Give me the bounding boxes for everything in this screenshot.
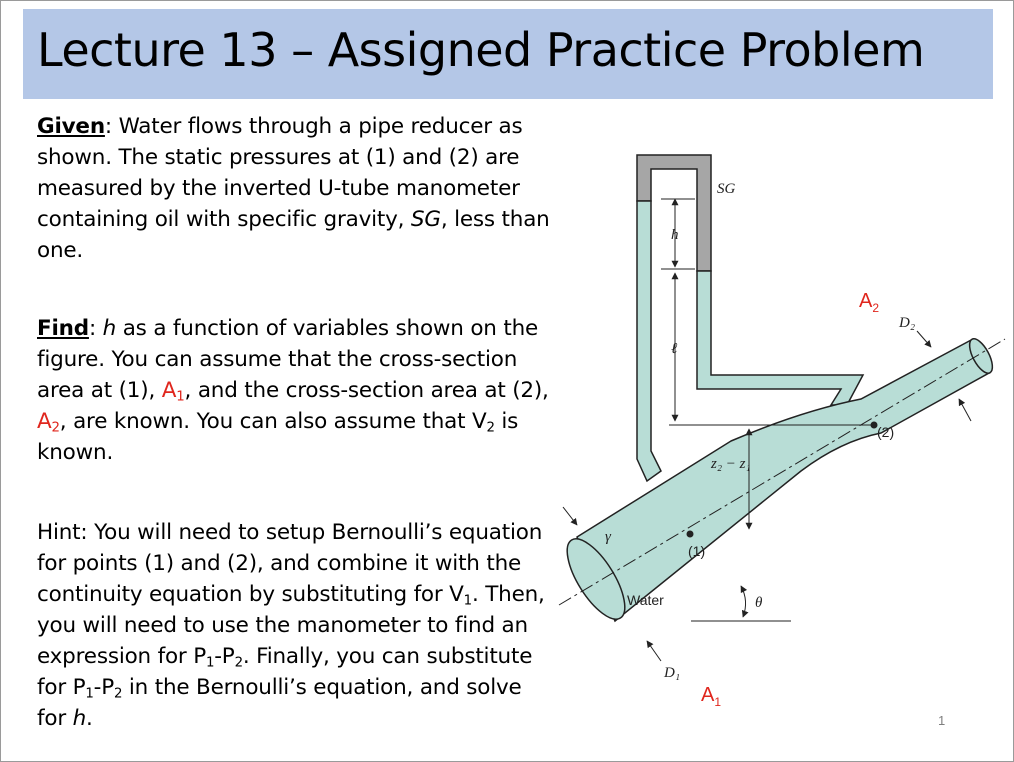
hint-dash-a: -P xyxy=(214,644,235,669)
a2-figure-label xyxy=(859,290,879,315)
find-a1 xyxy=(162,378,185,403)
d2-pointer-bottom xyxy=(959,399,971,421)
hint-text-4: in the Bernoulli’s equation, and solve for xyxy=(37,675,522,731)
z-diff-label: z₂ − z₁ xyxy=(711,456,751,472)
a2-figure-sub: 2 xyxy=(872,301,880,315)
d1-pointer-bottom xyxy=(647,641,661,661)
sg-label: SG xyxy=(717,181,736,197)
gamma-label: γ xyxy=(605,529,611,545)
find-v2-sub: 2 xyxy=(486,420,495,436)
find-label: Find xyxy=(37,316,89,341)
find-text-1: as a function of variables shown on the figure. You can assume that the cross-section area at (1), xyxy=(37,316,539,403)
point-2-label: (2) xyxy=(877,424,895,440)
hint-p1-sub-b: 1 xyxy=(85,686,94,702)
hint-h: h xyxy=(72,706,87,731)
a1-figure-label xyxy=(701,684,721,709)
find-text-2: , and the cross-section area at (2), xyxy=(184,378,549,403)
pipe-reducer-figure xyxy=(541,141,1011,721)
d1-label: D₁ xyxy=(664,665,681,681)
d2-pointer-top xyxy=(917,331,931,347)
hint-p2-sub-a: 2 xyxy=(234,655,243,671)
hint-text-3: . Finally, you can substitute for P xyxy=(37,644,533,700)
water-label: Water xyxy=(627,592,664,608)
find-a2-letter: A xyxy=(37,409,52,434)
h-label: h xyxy=(671,227,679,243)
hint-text-1: Hint: You will need to setup Bernoulli’s equation for points (1) and (2), and combine it with the continuity equation by substituting for V xyxy=(37,520,543,607)
page-title: Lecture 13 – Assigned Practice Problem xyxy=(37,23,925,77)
find-a2 xyxy=(37,409,60,434)
find-text-4: is known. xyxy=(37,409,519,465)
a2-figure-letter: A xyxy=(859,290,873,312)
point-1-label: (1) xyxy=(688,543,706,559)
point-1-marker xyxy=(687,531,694,538)
a1-figure-letter: A xyxy=(701,684,715,706)
a1-figure-sub: 1 xyxy=(714,695,722,709)
find-a1-letter: A xyxy=(161,378,177,403)
title-bar xyxy=(23,9,993,99)
find-paragraph xyxy=(37,313,557,468)
hint-p1-sub-a: 1 xyxy=(205,655,215,671)
hint-dash-b: -P xyxy=(93,675,114,700)
theta-arc xyxy=(741,586,746,617)
ell-label: ℓ xyxy=(671,341,678,357)
given-text-2: , less than one. xyxy=(37,207,550,263)
manometer-water-left-leg xyxy=(637,201,661,481)
theta-label: θ xyxy=(755,595,763,611)
given-label: Given xyxy=(37,114,105,139)
find-h: h xyxy=(102,316,117,341)
d1-pointer-top xyxy=(563,507,577,525)
hint-text-5: . xyxy=(86,706,93,731)
find-colon: : xyxy=(88,316,103,341)
hint-v1-sub: 1 xyxy=(463,593,472,609)
manometer-water-right-leg xyxy=(697,271,863,405)
given-text-1: : Water flows through a pipe reducer as shown. The static pressures at (1) and (2) are measured by the inverted U-tube manometer containing oil with specific gravity, xyxy=(37,114,523,232)
find-a2-sub: 2 xyxy=(51,420,60,436)
hint-p2-sub-b: 2 xyxy=(113,686,123,702)
given-sg: SG xyxy=(410,207,441,232)
hint-text-2: . Then, you will need to use the manometer to find an expression for P xyxy=(37,582,545,669)
find-text-3: , are known. You can also assume that V xyxy=(59,409,487,434)
d2-label: D₂ xyxy=(899,315,916,331)
hint-paragraph xyxy=(37,517,557,734)
slide-number: 1 xyxy=(938,713,946,728)
find-a1-sub: 1 xyxy=(176,389,185,405)
given-paragraph xyxy=(37,111,557,266)
